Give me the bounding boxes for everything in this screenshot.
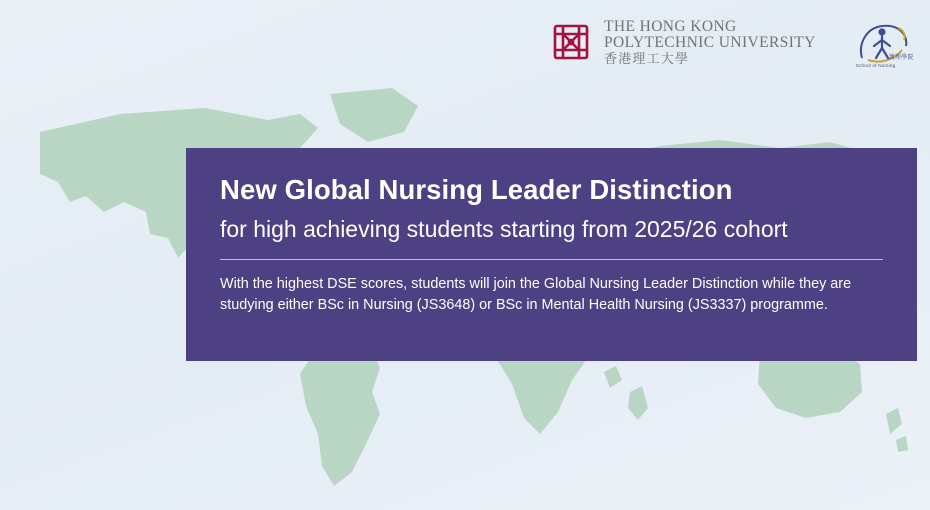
- school-of-nursing-logo-icon: [854, 18, 912, 70]
- logo-area: [548, 18, 912, 70]
- school-logo-label: School of Nursing: [855, 63, 896, 68]
- polyu-wordmark: [604, 18, 816, 67]
- headline: New Global Nursing Leader Distinction: [220, 174, 733, 205]
- body-copy: With the highest DSE scores, students will join the Global Nursing Leader Distinction while they are studying either BSc in Nursing (JS3648) or BSc in Mental Health Nursing (JS3337) programme.: [220, 276, 852, 313]
- divider: [220, 259, 883, 260]
- polyu-knot-logo-icon: [548, 19, 594, 65]
- polyu-line-1: THE HONG KONG: [604, 18, 737, 35]
- subheadline: for high achieving students starting from 2025/26 cohort: [220, 215, 788, 242]
- school-logo-label-chinese: 護理學院: [888, 54, 914, 61]
- polyu-line-3-chinese: 香港理工大學: [604, 52, 690, 68]
- message-panel: [186, 148, 917, 361]
- polyu-line-2: POLYTECHNIC UNIVERSITY: [604, 34, 816, 52]
- polyu-logo: [548, 18, 816, 67]
